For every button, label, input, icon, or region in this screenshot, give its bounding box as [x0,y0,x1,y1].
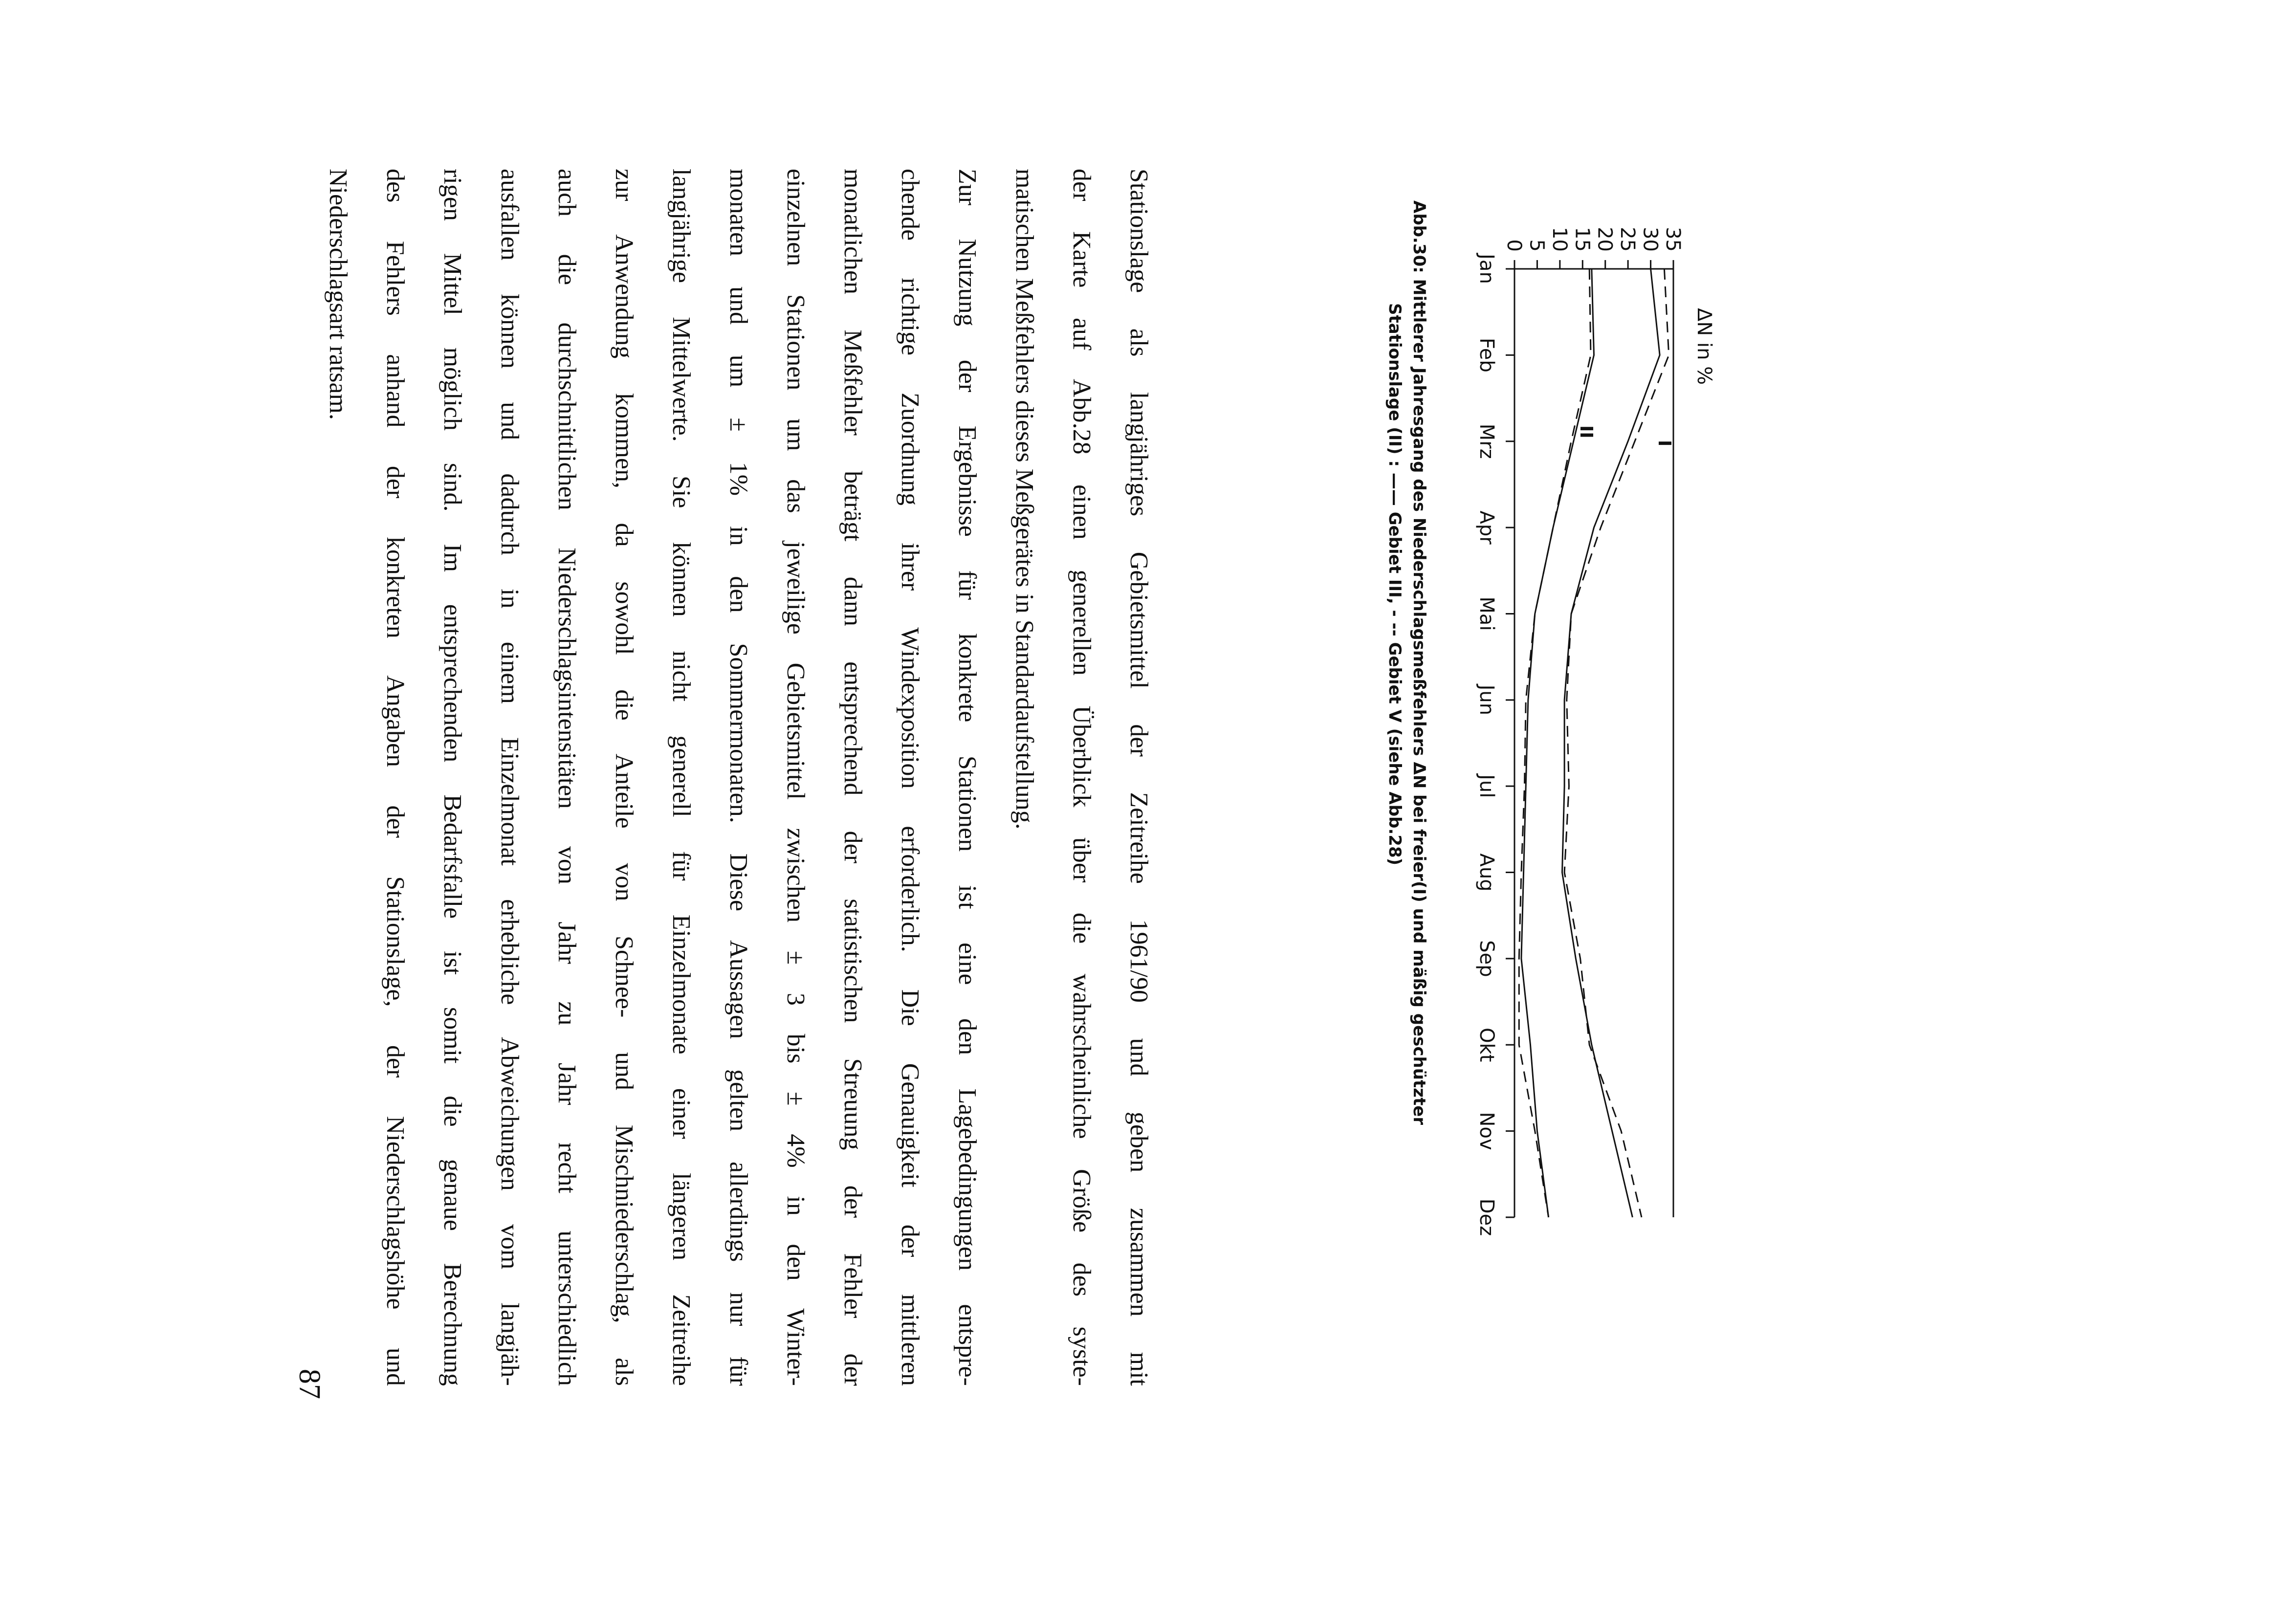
series-line-ii-solid [1521,269,1594,1217]
body-line: chende richtige Zuordnung ihrer Windexposition erforderlich. Die Genauigkeit der mittleren [896,169,924,1386]
body-line: monaten und um ± 1% in den Sommermonaten. Diese Aussagen gelten allerdings nur für [724,169,752,1386]
body-line: zur Anwendung kommen, da sowohl die Anteile von Schnee- und Mischniederschlag, als [610,169,638,1386]
body-line: Niederschlagsart ratsam. [324,169,352,420]
y-axis [1503,227,1684,269]
y-tick-label: 5 [1525,239,1548,252]
x-tick-label: Dez [1475,1198,1498,1236]
caption-line-1: Abb.30: Mittlerer Jahresgang des Niederschlagsmeßfehlers ΔN bei freier(I) und mäßig geschützter [1409,200,1429,1125]
body-line: ausfallen können und dadurch in einem Einzelmonat erhebliche Abweichungen vom langjäh- [496,169,524,1386]
x-tick-label: Mai [1475,596,1498,631]
y-tick-label: 15 [1571,227,1594,252]
figure-caption [1382,200,1431,1423]
x-tick-label: Jul [1475,774,1498,798]
body-line: monatlichen Meßfehler beträgt dann entsprechend der statistischen Streuung der Fehler der [839,169,867,1386]
y-tick-label: 10 [1548,227,1571,252]
body-line: Zur Nutzung der Ergebnisse für konkrete Stationen ist eine den Lagebedingungen entspre- [953,169,981,1386]
series-line-i-solid [1562,269,1660,1217]
x-tick-label: Okt [1475,1028,1498,1062]
y-tick-label: 20 [1593,227,1616,252]
y-tick-label: 0 [1503,239,1525,252]
y-tick-label: 30 [1639,227,1662,252]
caption-line-2: Stationslage (II) : —— Gebiet III, - -- Gebiet V (siehe Abb.28) [1385,303,1404,866]
page-number: 87 [293,1369,326,1399]
y-axis-label: ΔN in % [1693,308,1715,385]
x-tick-label: Jun [1475,684,1498,716]
body-line: der Karte auf Abb.28 einen generellen Überblick über die wahrscheinliche Größe des syste- [1068,169,1096,1386]
body-line: Stationslage als langjähriges Gebietsmittel der Zeitreihe 1961/90 und geben zusammen mit [1125,169,1153,1386]
x-tick-label: Jan [1475,254,1498,284]
y-tick-label: 35 [1662,227,1684,252]
curve-label-i: I [1654,440,1674,447]
curve-label-ii: II [1576,425,1596,439]
x-tick-label: Feb [1475,337,1498,373]
body-line: auch die durchschnittlichen Niederschlagsintensitäten von Jahr zu Jahr recht unterschiedlich [553,169,581,1386]
series-lines [1519,269,1668,1217]
x-tick-label: Aug [1475,853,1498,892]
x-tick-label: Apr [1475,510,1498,545]
body-line: langjährige Mittelwerte. Sie können nicht generell für Einzelmonate einer längeren Zeitreihe [667,169,695,1386]
x-tick-label: Mrz [1475,423,1498,459]
y-tick-label: 25 [1616,227,1639,252]
x-tick-label: Nov [1475,1112,1498,1150]
body-line: matischen Meßfehlers dieses Meßgerätes in Standardaufstellung. [1010,169,1038,830]
body-line: rigen Mittel möglich sind. Im entsprechenden Bedarfsfalle ist somit die genaue Berechnung [439,169,466,1386]
body-line: einzelnen Stationen um das jeweilige Gebietsmittel zwischen ± 3 bis ± 4% in den Winter- [782,169,810,1386]
line-chart [1436,166,1720,1437]
x-tick-label: Sep [1475,940,1498,977]
body-paragraph [309,169,1167,1386]
body-line: des Fehlers anhand der konkreten Angaben der Stationslage, der Niederschlagshöhe und [381,169,409,1386]
